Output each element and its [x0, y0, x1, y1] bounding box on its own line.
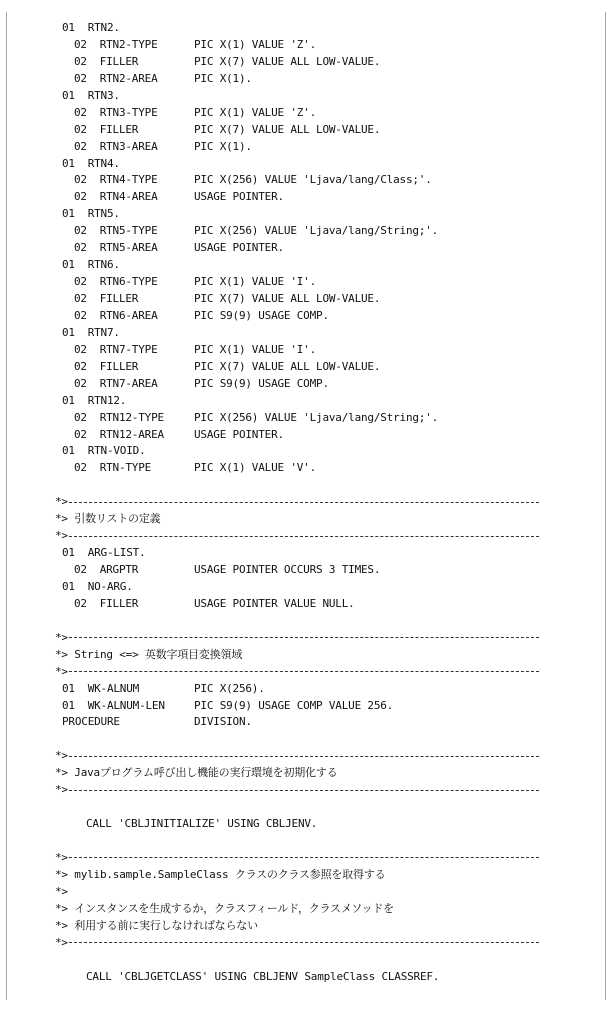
data-item-name: 01 RTN5.: [62, 207, 120, 221]
data-definition-line: [55, 308, 539, 325]
dashed-rule: [69, 502, 539, 503]
comment-marker: *>: [55, 935, 68, 949]
data-item-clause: PIC X(7) VALUE ALL LOW-VALUE.: [194, 292, 381, 305]
comment-line: *> 引数リストの定義: [55, 512, 161, 526]
data-item-clause: PIC X(256) VALUE 'Ljava/lang/Class;'.: [194, 173, 432, 187]
data-item-name: 01 RTN3.: [62, 88, 120, 102]
blank-line: [55, 952, 539, 969]
data-item-clause: PIC S9(9) USAGE COMP.: [194, 308, 329, 322]
data-item-name: 02 FILLER: [74, 359, 139, 373]
data-item-clause: USAGE POINTER.: [194, 190, 284, 204]
comment-line: *> String <=> 英数字項目変換領域: [55, 647, 243, 661]
data-item-name: 01 RTN-VOID.: [62, 444, 146, 458]
data-definition-line: [55, 698, 539, 715]
data-definition-line: [55, 579, 539, 596]
data-item-name: 02 RTN7-AREA: [74, 376, 158, 390]
data-definition-line: [55, 342, 539, 359]
data-definition-line: [55, 156, 539, 173]
comment-line: *> インスタンスを生成するか，クラスフィールド，クラスメソッドを: [55, 901, 394, 915]
data-definition-line: [55, 460, 539, 477]
data-definition-line: [55, 206, 539, 223]
comment-line: *>: [55, 884, 68, 898]
data-item-clause: PIC X(1).: [194, 139, 252, 153]
data-item-clause: DIVISION.: [194, 715, 252, 729]
data-item-name: 02 RTN4-TYPE: [74, 173, 158, 187]
data-item-clause: USAGE POINTER VALUE NULL.: [194, 596, 355, 610]
code-listing-frame: [6, 12, 606, 1000]
data-definition-line: [55, 359, 539, 376]
comment-separator: [55, 528, 539, 545]
data-item-clause: PIC X(1) VALUE 'V'.: [194, 461, 317, 475]
data-item-name: 01 RTN4.: [62, 156, 120, 170]
data-item-name: 01 WK-ALNUM: [62, 681, 140, 695]
comment-marker: *>: [55, 495, 68, 509]
data-definition-line: [55, 189, 539, 206]
data-item-clause: PIC X(256) VALUE 'Ljava/lang/String;'.: [194, 410, 439, 424]
dashed-rule: [69, 536, 539, 537]
data-item-name: 02 FILLER: [74, 54, 139, 68]
data-definition-line: [55, 54, 539, 71]
data-item-clause: PIC X(1) VALUE 'I'.: [194, 275, 317, 289]
data-item-clause: PIC X(1) VALUE 'Z'.: [194, 105, 317, 119]
data-definition-line: [55, 325, 539, 342]
data-item-name: 01 RTN6.: [62, 258, 120, 272]
comment-line: *> mylib.sample.SampleClass クラスのクラス参照を取得する: [55, 867, 386, 881]
data-definition-line: [55, 172, 539, 189]
data-item-name: 01 RTN2.: [62, 21, 120, 34]
data-definition-line: [55, 291, 539, 308]
data-item-name: 02 RTN12-TYPE: [74, 410, 164, 424]
data-item-name: 02 RTN2-AREA: [74, 71, 158, 85]
data-item-name: 02 RTN3-AREA: [74, 139, 158, 153]
comment-separator: [55, 935, 539, 952]
data-definition-line: [55, 122, 539, 139]
data-item-name: 02 RTN5-TYPE: [74, 224, 158, 238]
data-item-name: 02 RTN2-TYPE: [74, 37, 158, 51]
dashed-rule: [69, 671, 539, 672]
comment-marker: *>: [55, 630, 68, 644]
comment-marker: *>: [55, 783, 68, 797]
data-definition-line: [55, 562, 539, 579]
data-item-clause: PIC X(1) VALUE 'Z'.: [194, 37, 317, 51]
data-item-clause: PIC X(7) VALUE ALL LOW-VALUE.: [194, 122, 381, 136]
dashed-rule: [69, 857, 539, 858]
data-definition-line: [55, 223, 539, 240]
data-item-name: 02 FILLER: [74, 292, 139, 305]
data-item-name: 01 RTN12.: [62, 393, 127, 407]
data-item-clause: PIC S9(9) USAGE COMP VALUE 256.: [194, 698, 394, 712]
data-item-name: 02 ARGPTR: [74, 563, 139, 576]
comment-marker: *>: [55, 749, 68, 763]
comment-separator: [55, 664, 539, 681]
data-item-name: 01 NO-ARG.: [62, 579, 133, 593]
comment-marker: *>: [55, 664, 68, 678]
data-definition-line: [55, 88, 539, 105]
data-item-name: 01 WK-ALNUM-LEN: [62, 698, 165, 712]
comment-separator: [55, 630, 539, 647]
blank-line: [55, 477, 539, 494]
data-definition-line: [55, 596, 539, 613]
data-definition-line: [55, 681, 539, 698]
comment-separator: [55, 494, 539, 511]
blank-line: [55, 833, 539, 850]
data-item-name: 02 FILLER: [74, 122, 139, 136]
data-definition-line: [55, 20, 539, 37]
data-item-name: 02 RTN12-AREA: [74, 427, 164, 441]
data-item-clause: USAGE POINTER OCCURS 3 TIMES.: [194, 563, 381, 576]
comment-marker: *>: [55, 529, 68, 543]
data-item-name: 02 RTN7-TYPE: [74, 342, 158, 356]
data-item-clause: PIC X(7) VALUE ALL LOW-VALUE.: [194, 54, 381, 68]
data-definition-line: [55, 714, 539, 731]
comment-line: *> 利用する前に実行しなければならない: [55, 918, 258, 932]
data-item-name: 02 RTN3-TYPE: [74, 105, 158, 119]
comment-separator: [55, 748, 539, 765]
data-item-clause: PIC X(1).: [194, 71, 252, 85]
data-definition-line: [55, 105, 539, 122]
comment-line: *> Javaプログラム呼び出し機能の実行環境を初期化する: [55, 766, 338, 780]
data-item-name: 02 RTN5-AREA: [74, 241, 158, 255]
data-definition-line: [55, 71, 539, 88]
data-item-name: 02 RTN6-AREA: [74, 308, 158, 322]
call-statement: CALL 'CBLJGETCLASS' USING CBLJENV SampleClass CLASSREF.: [86, 969, 440, 983]
data-item-clause: USAGE POINTER.: [194, 241, 284, 255]
blank-line: [55, 613, 539, 630]
data-item-name: 02 RTN-TYPE: [74, 461, 152, 475]
comment-separator: [55, 850, 539, 867]
dashed-rule: [69, 637, 539, 638]
data-item-clause: PIC S9(9) USAGE COMP.: [194, 376, 329, 390]
data-item-name: PROCEDURE: [62, 715, 120, 729]
data-item-name: 02 FILLER: [74, 596, 139, 610]
blank-line: [55, 799, 539, 816]
comment-separator: [55, 782, 539, 799]
dashed-rule: [69, 790, 539, 791]
dashed-rule: [69, 756, 539, 757]
data-item-name: 02 RTN4-AREA: [74, 190, 158, 204]
data-item-name: 02 RTN6-TYPE: [74, 275, 158, 289]
data-definition-line: [55, 274, 539, 291]
cobol-code-listing: [55, 20, 539, 985]
data-definition-line: [55, 139, 539, 156]
data-definition-line: [55, 257, 539, 274]
data-definition-line: [55, 393, 539, 410]
data-item-clause: PIC X(256) VALUE 'Ljava/lang/String;'.: [194, 224, 439, 238]
data-definition-line: [55, 37, 539, 54]
data-definition-line: [55, 443, 539, 460]
data-item-clause: USAGE POINTER.: [194, 427, 284, 441]
data-definition-line: [55, 545, 539, 562]
dashed-rule: [69, 942, 539, 943]
data-definition-line: [55, 427, 539, 444]
data-item-clause: PIC X(256).: [194, 681, 265, 695]
blank-line: [55, 731, 539, 748]
comment-marker: *>: [55, 850, 68, 864]
data-item-name: 01 ARG-LIST.: [62, 546, 146, 560]
data-definition-line: [55, 410, 539, 427]
data-item-clause: PIC X(1) VALUE 'I'.: [194, 342, 317, 356]
data-item-clause: PIC X(7) VALUE ALL LOW-VALUE.: [194, 359, 381, 373]
data-definition-line: [55, 240, 539, 257]
data-item-name: 01 RTN7.: [62, 325, 120, 339]
data-definition-line: [55, 376, 539, 393]
call-statement: CALL 'CBLJINITIALIZE' USING CBLJENV.: [86, 817, 318, 831]
